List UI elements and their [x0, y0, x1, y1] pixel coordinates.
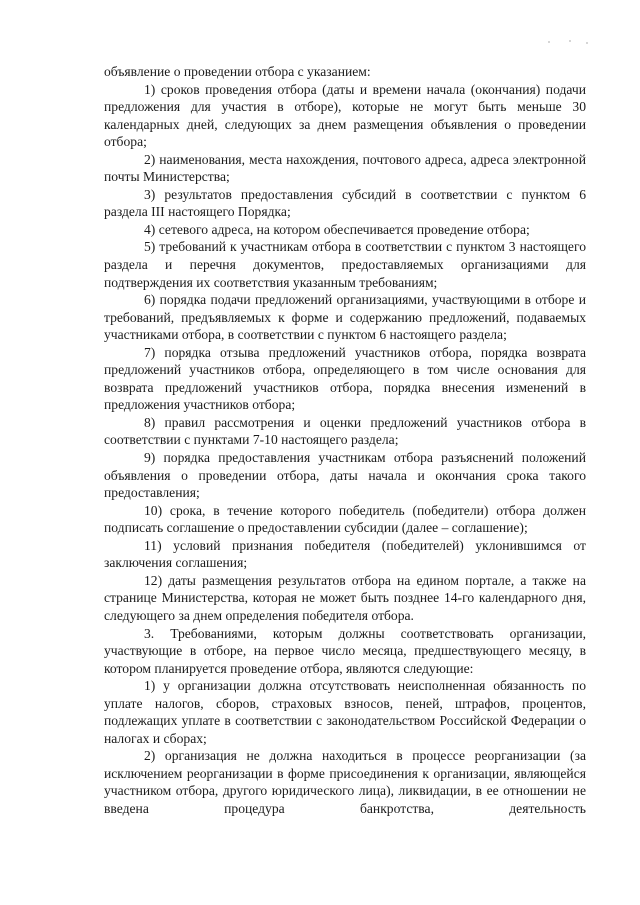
paragraph: 2) наименования, места нахождения, почтового адреса, адреса электронной почты Министерства; — [104, 151, 586, 185]
scan-speck — [586, 42, 588, 44]
paragraph: 6) порядка подачи предложений организациями, участвующими в отборе и требований, предъявляемых к форме и содержанию предложений, подаваемых участниками отбора, в соответствии с пунктом 6 настоящего раздела; — [104, 292, 586, 343]
paragraph: 1) сроков проведения отбора (даты и времени начала (окончания) подачи предложения для участия в отборе), которые не могут быть меньше 30 календарных дней, следующих за днем размещения объявления о проведении отбора; — [104, 81, 586, 150]
paragraph: 9) порядка предоставления участникам отбора разъяснений положений объявления о проведении отбора, даты начала и окончания срока такого предоставления; — [104, 450, 586, 501]
paragraph: 11) условий признания победителя (победителей) уклонившимся от заключения соглашения; — [104, 537, 586, 571]
scan-speck — [569, 40, 571, 42]
paragraph: 8) правил рассмотрения и оценки предложений участников отбора в соответствии с пунктами 7-10 настоящего раздела; — [104, 414, 586, 448]
paragraph: 1) у организации должна отсутствовать неисполненная обязанность по уплате налогов, сборов, страховых взносов, пеней, штрафов, процентов, подлежащих уплате в соответствии с законодательством Российской Федерации о налогах и сборах; — [104, 678, 586, 746]
paragraph: 10) срока, в течение которого победитель (победители) отбора должен подписать соглашение о предоставлении субсидии (далее – соглашение); — [104, 502, 586, 536]
paragraph: 2) организация не должна находиться в процессе реорганизации (за исключением реорганизации в форме присоединения к организации, являющейся участником отбора, другого юридического лица), ликвидации, в ее отношении не введена процедура банкротства, деятельность — [104, 748, 586, 816]
document-body — [104, 63, 586, 818]
paragraph: 7) порядка отзыва предложений участников отбора, порядка возврата предложений участников отбора, определяющего в том числе основания для возврата предложений участников отбора, порядка внесения изменений в предложения участников отбора; — [104, 344, 586, 413]
paragraph: 4) сетевого адреса, на котором обеспечивается проведение отбора; — [144, 221, 530, 237]
paragraph: 5) требований к участникам отбора в соответствии с пунктом 3 настоящего раздела и перечня документов, предоставляемых организациями для подтверждения их соответствия указанным требованиям; — [104, 239, 586, 290]
paragraph: объявление о проведении отбора с указанием: — [104, 64, 371, 79]
paragraph: 3) результатов предоставления субсидий в соответствии с пунктом 6 раздела III настоящего Порядка; — [104, 186, 586, 220]
paragraph: 3. Требованиями, которым должны соответствовать организации, участвующие в отборе, на первое число месяца, предшествующего месяцу, в котором планируется проведение отбора, являются следующие: — [104, 625, 586, 676]
scan-speck — [548, 41, 550, 43]
paragraph: 12) даты размещения результатов отбора на едином портале, а также на странице Министерства, которая не может быть позднее 14-го календарного дня, следующего за днем определения победителя отбора. — [104, 572, 586, 623]
